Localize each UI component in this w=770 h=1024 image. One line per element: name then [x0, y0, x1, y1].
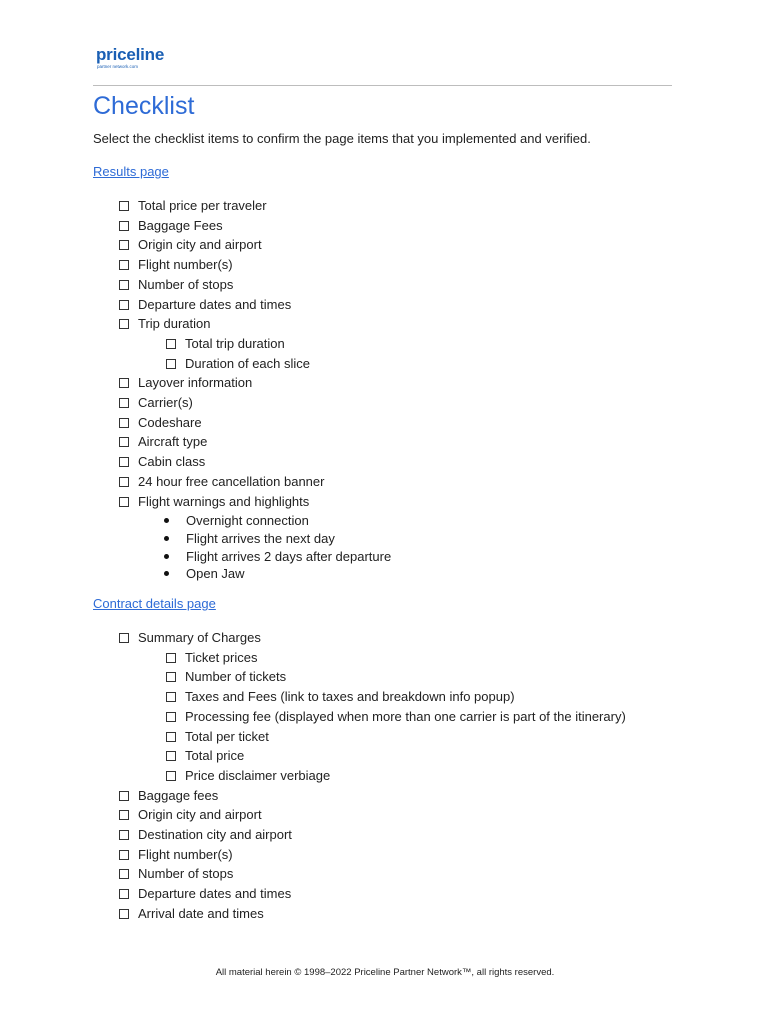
item-label: Layover information	[138, 375, 253, 391]
item-label: Flight number(s)	[138, 846, 233, 862]
item-label: Processing fee (displayed when more than one carrier is part of the itinerary)	[185, 708, 626, 724]
checklist-item[interactable]	[166, 688, 515, 706]
checkbox[interactable]	[166, 339, 176, 349]
checklist-item[interactable]	[166, 649, 257, 667]
checkbox[interactable]	[166, 712, 176, 722]
checklist-item[interactable]	[119, 296, 291, 314]
item-label: Total per ticket	[185, 728, 269, 744]
checkbox[interactable]	[119, 378, 129, 388]
checkbox[interactable]	[119, 280, 129, 290]
checklist-item[interactable]	[166, 728, 269, 746]
bullet-item	[162, 565, 245, 583]
checkbox[interactable]	[166, 359, 176, 369]
item-label: Number of stops	[138, 866, 234, 882]
checkbox[interactable]	[119, 497, 129, 507]
item-label: Flight arrives the next day	[186, 530, 335, 546]
checklist-item[interactable]	[119, 493, 309, 511]
item-label: Origin city and airport	[138, 237, 262, 253]
item-label: Flight number(s)	[138, 257, 233, 273]
item-label: Baggage fees	[138, 787, 219, 803]
checklist-item[interactable]	[119, 473, 324, 491]
checkbox[interactable]	[119, 418, 129, 428]
intro-text: Select the checklist items to confirm the page items that you implemented and verified.	[93, 131, 591, 146]
checklist-item[interactable]	[119, 414, 202, 432]
page-title: Checklist	[93, 92, 195, 120]
checklist-item[interactable]	[119, 846, 233, 864]
results-page-link[interactable]: Results page	[93, 164, 169, 179]
checklist-item[interactable]	[119, 236, 262, 254]
checkbox[interactable]	[166, 653, 176, 663]
checklist-item[interactable]	[119, 905, 264, 923]
header-divider	[93, 85, 672, 86]
item-label: Number of stops	[138, 276, 234, 292]
checklist-item[interactable]	[119, 256, 233, 274]
checklist-item[interactable]	[119, 433, 207, 451]
checklist-item[interactable]	[119, 865, 233, 883]
checklist-item[interactable]	[119, 885, 291, 903]
checklist-item[interactable]	[119, 217, 223, 235]
bullet-icon	[164, 571, 169, 576]
item-label: Cabin class	[138, 454, 206, 470]
item-label: Destination city and airport	[138, 827, 292, 842]
checklist-item[interactable]	[166, 767, 330, 785]
checkbox[interactable]	[166, 692, 176, 702]
checkbox[interactable]	[119, 319, 129, 329]
contract-details-page-link[interactable]: Contract details page	[93, 596, 216, 611]
checkbox[interactable]	[119, 633, 129, 643]
bullet-item	[162, 548, 391, 566]
checkbox[interactable]	[166, 672, 176, 682]
checkbox[interactable]	[119, 869, 129, 879]
item-label: Flight warnings and highlights	[138, 493, 310, 509]
footer-copyright: All material herein © 1998–2022 Priceline Partner Network™, all rights reserved.	[215, 967, 555, 978]
item-label: Codeshare	[138, 414, 202, 430]
item-label: Total price per traveler	[138, 198, 267, 213]
checkbox[interactable]	[166, 732, 176, 742]
item-label: Carrier(s)	[138, 395, 193, 410]
checkbox[interactable]	[166, 771, 176, 781]
checklist-item[interactable]	[119, 374, 252, 392]
checkbox[interactable]	[119, 477, 129, 487]
item-label: Number of tickets	[185, 669, 287, 685]
logo-wordmark: priceline	[96, 45, 165, 64]
item-label: Departure dates and times	[138, 296, 292, 312]
item-label: Overnight connection	[186, 513, 309, 529]
checklist-item[interactable]	[119, 197, 267, 215]
checklist-item[interactable]	[119, 453, 205, 471]
item-label: Flight arrives 2 days after departure	[186, 548, 392, 564]
item-label: Duration of each slice	[185, 355, 311, 371]
checkbox[interactable]	[119, 221, 129, 231]
checklist-item[interactable]	[166, 668, 286, 686]
checkbox[interactable]	[119, 398, 129, 408]
checkbox[interactable]	[119, 457, 129, 467]
item-label: Total price	[185, 748, 245, 764]
checklist-item[interactable]	[119, 806, 262, 824]
checkbox[interactable]	[166, 751, 176, 761]
checklist-item[interactable]	[119, 787, 218, 805]
item-label: Arrival date and times	[138, 905, 264, 921]
item-label: Ticket prices	[185, 649, 258, 665]
checklist-item[interactable]	[119, 276, 233, 294]
checkbox[interactable]	[119, 830, 129, 840]
bullet-item	[162, 530, 335, 548]
checklist-item[interactable]	[166, 335, 285, 353]
item-label: Baggage Fees	[138, 217, 223, 233]
item-label: Aircraft type	[138, 434, 208, 450]
priceline-logo	[96, 46, 164, 69]
item-label: Summary of Charges	[138, 630, 261, 645]
checkbox[interactable]	[119, 810, 129, 820]
checklist-item[interactable]	[119, 394, 193, 412]
checklist-item[interactable]	[119, 315, 211, 333]
item-label: Departure dates and times	[138, 886, 292, 902]
bullet-icon	[164, 536, 169, 541]
checkbox[interactable]	[119, 437, 129, 447]
item-label: Open Jaw	[186, 566, 245, 582]
checklist-item[interactable]	[119, 826, 292, 844]
checkbox[interactable]	[119, 909, 129, 919]
logo-subtext: partner network.com	[97, 64, 139, 69]
bullet-icon	[164, 518, 169, 523]
checkbox[interactable]	[119, 300, 129, 310]
checklist-item[interactable]	[166, 747, 244, 765]
checkbox[interactable]	[119, 889, 129, 899]
item-label: Total trip duration	[185, 335, 285, 351]
checkbox[interactable]	[119, 240, 129, 250]
bullet-item	[162, 512, 309, 530]
checkbox[interactable]	[119, 791, 129, 801]
checkbox[interactable]	[119, 850, 129, 860]
checklist-item[interactable]	[119, 629, 261, 647]
item-label: Trip duration	[138, 316, 211, 332]
item-label: 24 hour free cancellation banner	[138, 473, 325, 489]
checklist-item[interactable]	[166, 708, 626, 726]
checklist-item[interactable]	[166, 355, 310, 373]
item-label: Taxes and Fees (link to taxes and breakdown info popup)	[185, 689, 515, 705]
item-label: Origin city and airport	[138, 807, 262, 823]
bullet-icon	[164, 554, 169, 559]
checkbox[interactable]	[119, 260, 129, 270]
checkbox[interactable]	[119, 201, 129, 211]
item-label: Price disclaimer verbiage	[185, 767, 331, 783]
